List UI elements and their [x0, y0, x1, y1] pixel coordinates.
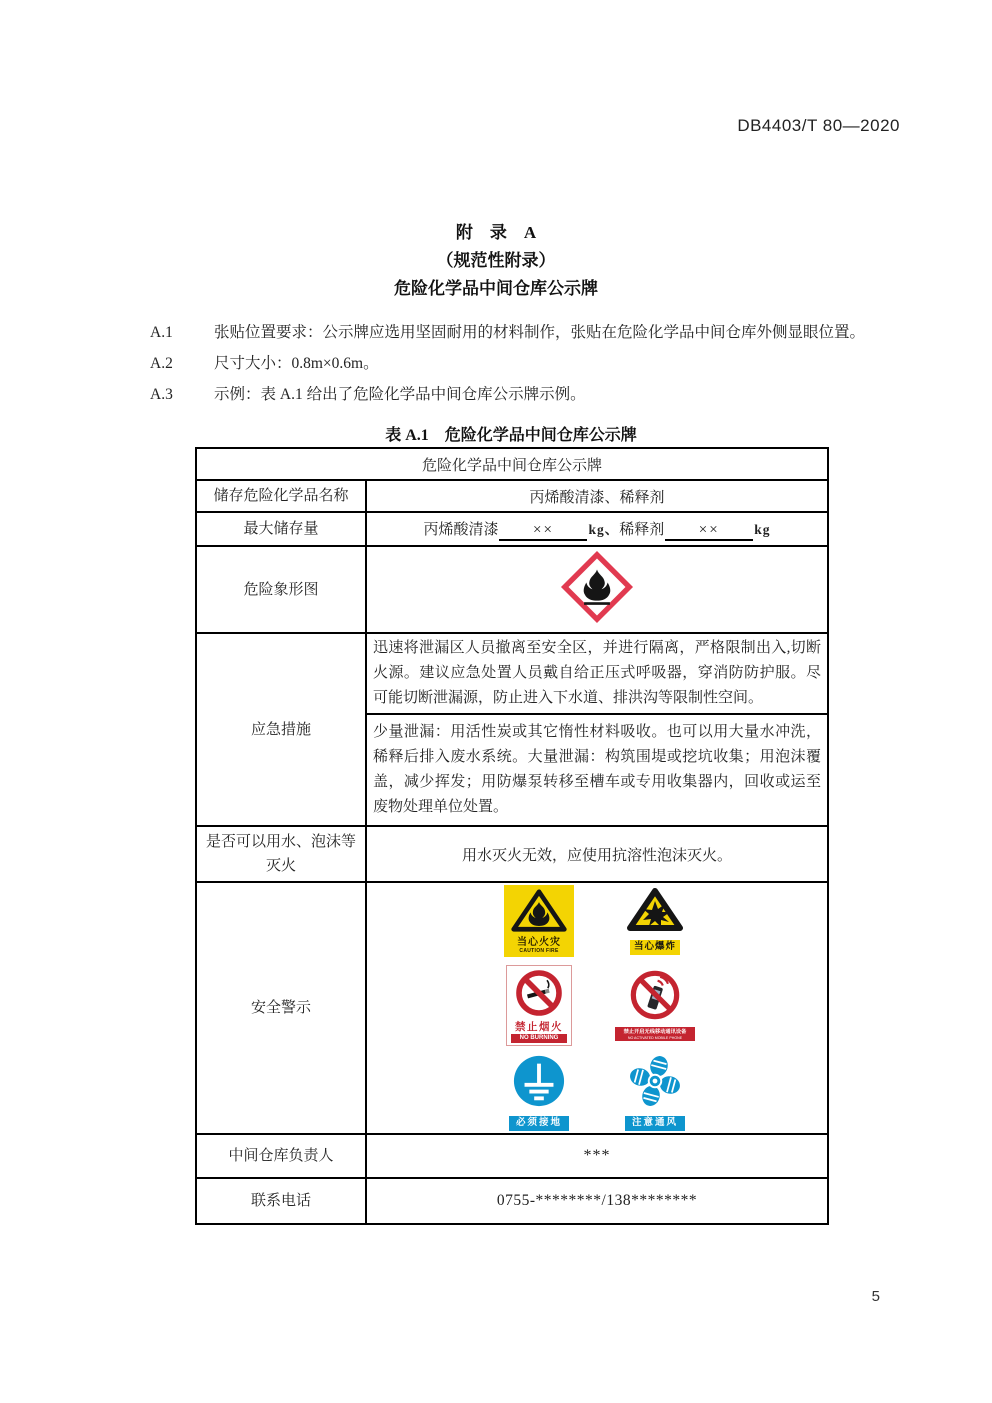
paragraph-a1: [120, 320, 910, 346]
table-caption: 表 A.1 危险化学品中间仓库公示牌: [385, 427, 637, 444]
manager-value: ***: [366, 1134, 828, 1178]
chemical-name-value: 丙烯酸清漆、稀释剂: [366, 480, 828, 512]
clause-number: A.2: [150, 355, 173, 372]
appendix-title-block: [0, 219, 992, 303]
max-storage-blank2: ××: [665, 522, 753, 541]
table-row: [196, 546, 828, 633]
sign-label-en: CAUTION FIRE: [519, 947, 559, 954]
row-label-pictogram: 危险象形图: [196, 546, 366, 633]
sign-caution-explosion: [627, 886, 683, 955]
row-label-phone: 联系电话: [196, 1178, 366, 1224]
sign-label-zh: 当心火灾: [517, 937, 561, 949]
sign-ventilation: [625, 1054, 685, 1131]
table-row: [196, 1178, 828, 1224]
no-burning-prohibition-icon: [515, 969, 563, 1017]
ventilation-mandatory-icon: [628, 1054, 682, 1108]
phone-value: 0755-********/138********: [366, 1178, 828, 1224]
row-label-manager: 中间仓库负责人: [196, 1134, 366, 1178]
max-storage-unit1: kg、: [588, 521, 620, 537]
paragraph-a2: [120, 351, 910, 377]
notice-board-table: [195, 447, 829, 1225]
row-label-emergency: 应急措施: [196, 633, 366, 826]
grounding-mandatory-icon: [512, 1054, 566, 1108]
sign-no-mobile-phone: [615, 969, 695, 1041]
clause-text: 张贴位置要求：公示牌应选用坚固耐用的材料制作，张贴在危险化学品中间仓库外侧显眼位置。: [214, 324, 866, 341]
table-row: [196, 826, 828, 882]
row-label-safety: 安全警示: [196, 882, 366, 1134]
appendix-subtitle: （规范性附录）: [436, 251, 556, 270]
table-row: [196, 448, 828, 480]
no-mobile-phone-prohibition-icon: [629, 969, 681, 1021]
sign-label-zh: 必须接地: [509, 1116, 569, 1131]
page-number: 5: [871, 1288, 880, 1305]
table-row: [196, 512, 828, 546]
sign-label-zh: 注意通风: [625, 1116, 685, 1131]
sign-caution-fire: [504, 885, 574, 957]
paragraph-a3: [120, 382, 910, 408]
safety-signs-grid: [373, 885, 821, 1131]
explosion-warning-triangle-icon: [627, 886, 683, 932]
pictogram-cell: [366, 546, 828, 633]
appendix-title: 附 录 A: [455, 223, 537, 242]
clause-text: 尺寸大小：0.8m×0.6m。: [214, 355, 379, 372]
sign-label-en: NO BURNING: [511, 1034, 567, 1043]
max-storage-unit2: kg: [754, 521, 771, 537]
max-storage-blank1: ××: [499, 522, 587, 541]
row-label-extinguish: 是否可以用水、泡沫等灭火: [196, 826, 366, 882]
safety-signs-cell: [366, 882, 828, 1134]
sign-caption: [615, 1027, 695, 1041]
row-label-chemical-name: 储存危险化学品名称: [196, 480, 366, 512]
ghs-flame-pictogram-icon: [559, 549, 635, 625]
table-row: [196, 633, 828, 714]
sign-must-ground: [509, 1054, 569, 1131]
sign-label-zh: 当心爆炸: [630, 940, 680, 955]
clause-number: A.1: [150, 324, 173, 341]
table-row: [196, 1134, 828, 1178]
table-row: [196, 882, 828, 1134]
sign-label-zh: 禁止烟火: [515, 1020, 563, 1033]
fire-warning-triangle-icon: [510, 888, 568, 933]
max-storage-chemical2: 稀释剂: [619, 521, 665, 538]
clause-text: 示例：表 A.1 给出了危险化学品中间仓库公示牌示例。: [214, 386, 586, 403]
emergency-measures-part1: 迅速将泄漏区人员撤离至安全区，并进行隔离，严格限制出入,切断火源。建议应急处置人员戴自给正压式呼吸器，穿消防防护服。尽可能切断泄漏源，防止进入下水道、排洪沟等限制性空间。: [366, 633, 828, 714]
max-storage-value: [366, 512, 828, 546]
standard-code: DB4403/T 80—2020: [737, 116, 900, 135]
body-paragraphs: [120, 320, 910, 413]
sign-no-burning: [506, 965, 572, 1046]
emergency-measures-part2: 少量泄漏：用活性炭或其它惰性材料吸收。也可以用大量水冲洗，稀释后排入废水系统。大量泄漏：构筑围堤或挖坑收集；用泡沫覆盖，减少挥发；用防爆泵转移至槽车或专用收集器内，回收或运至废物处理单位处置。: [366, 714, 828, 826]
clause-number: A.3: [150, 386, 173, 403]
sign-label-en: NO ACTIVATED MOBILE PHONE: [627, 1034, 683, 1040]
table-title-row: 危险化学品中间仓库公示牌: [196, 448, 828, 480]
sign-label-zh: 禁止开启无线移动通讯设备: [623, 1029, 687, 1036]
row-label-max-storage: 最大储存量: [196, 512, 366, 546]
extinguish-value: 用水灭火无效，应使用抗溶性泡沫灭火。: [366, 826, 828, 882]
appendix-heading: 危险化学品中间仓库公示牌: [394, 279, 598, 298]
table-row: [196, 480, 828, 512]
max-storage-chemical1: 丙烯酸清漆: [423, 521, 499, 538]
